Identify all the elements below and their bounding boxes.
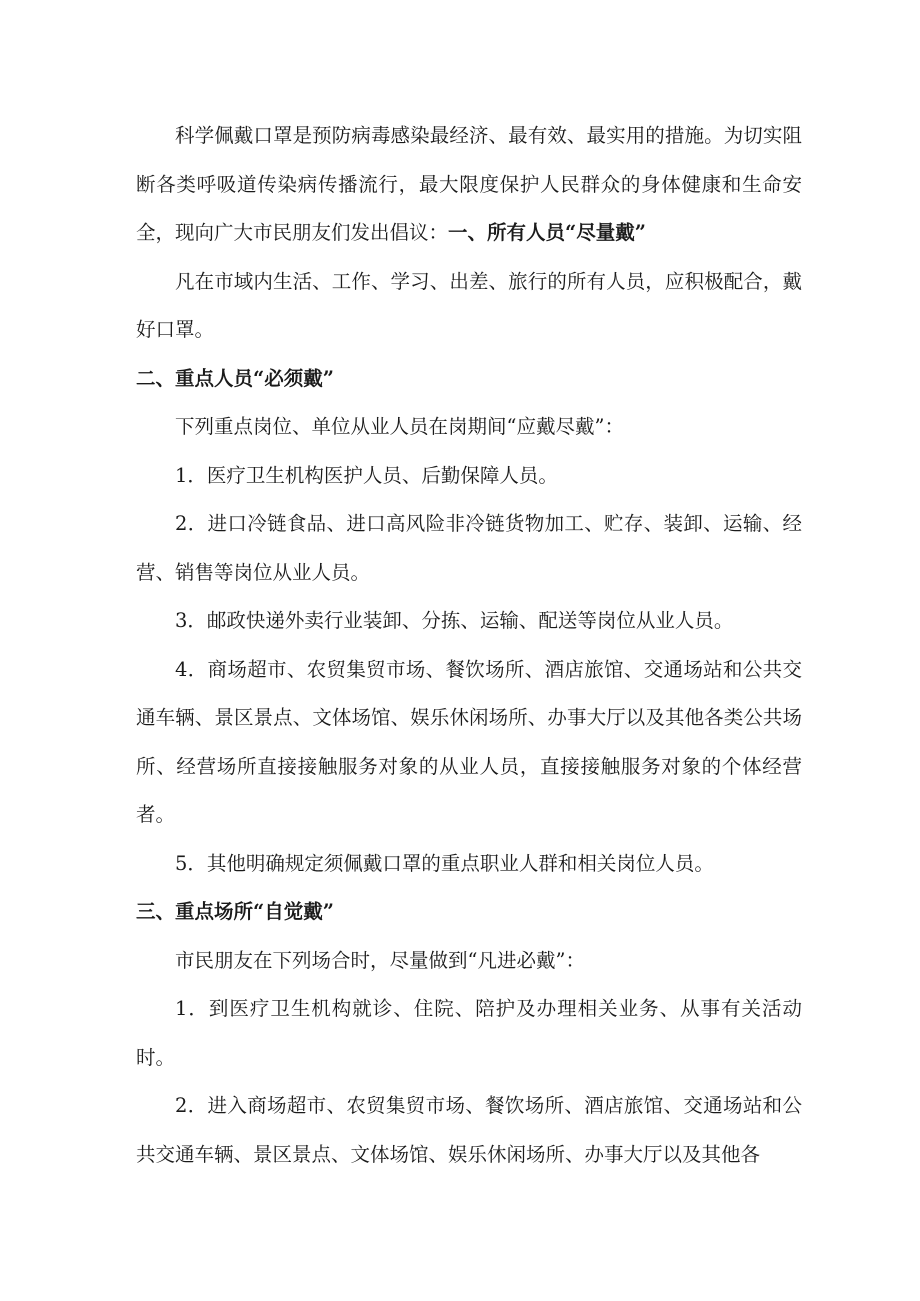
list-item: 2．进口冷链食品、进口高风险非冷链货物加工、贮存、装卸、运输、经营、销售等岗位从业人员。 (136, 512, 802, 584)
section-3-lead: 市民朋友在下列场合时，尽量做到“凡进必戴”： (175, 948, 585, 972)
heading-section-2: 二、重点人员“必须戴” (136, 366, 334, 390)
intro-text: 科学佩戴口罩是预防病毒感染最经济、最有效、最实用的措施。为切实阻断各类呼吸道传染病传播流行，最大限度保护人民群众的身体健康和生命安全，现向广大市民朋友们发出倡议： (136, 124, 802, 244)
list-item: 4．商场超市、农贸集贸市场、餐饮场所、酒店旅馆、交通场站和公共交通车辆、景区景点、文体场馆、娱乐休闲场所、办事大厅以及其他各类公共场所、经营场所直接接触服务对象的从业人员，直接接触服务对象的个体经营者。 (136, 657, 802, 826)
list-item: 1．到医疗卫生机构就诊、住院、陪护及办理相关业务、从事有关活动时。 (136, 997, 802, 1069)
section-1-body: 凡在市域内生活、工作、学习、出差、旅行的所有人员，应积极配合，戴好口罩。 (136, 269, 802, 341)
list-item: 2．进入商场超市、农贸集贸市场、餐饮场所、酒店旅馆、交通场站和公共交通车辆、景区景点、文体场馆、娱乐休闲场所、办事大厅以及其他各 (136, 1094, 802, 1166)
document-body (136, 112, 802, 1179)
list-item: 5．其他明确规定须佩戴口罩的重点职业人群和相关岗位人员。 (175, 851, 714, 875)
list-item: 3．邮政快递外卖行业装卸、分拣、运输、配送等岗位从业人员。 (175, 609, 734, 632)
heading-section-1: 一、所有人员“尽量戴” (448, 221, 646, 244)
list-item: 1．医疗卫生机构医护人员、后勤保障人员。 (175, 463, 558, 487)
section-2-lead: 下列重点岗位、单位从业人员在岗期间“应戴尽戴”： (175, 415, 624, 438)
intro-paragraph (136, 112, 802, 258)
heading-section-3: 三、重点场所“自觉戴” (136, 900, 334, 923)
